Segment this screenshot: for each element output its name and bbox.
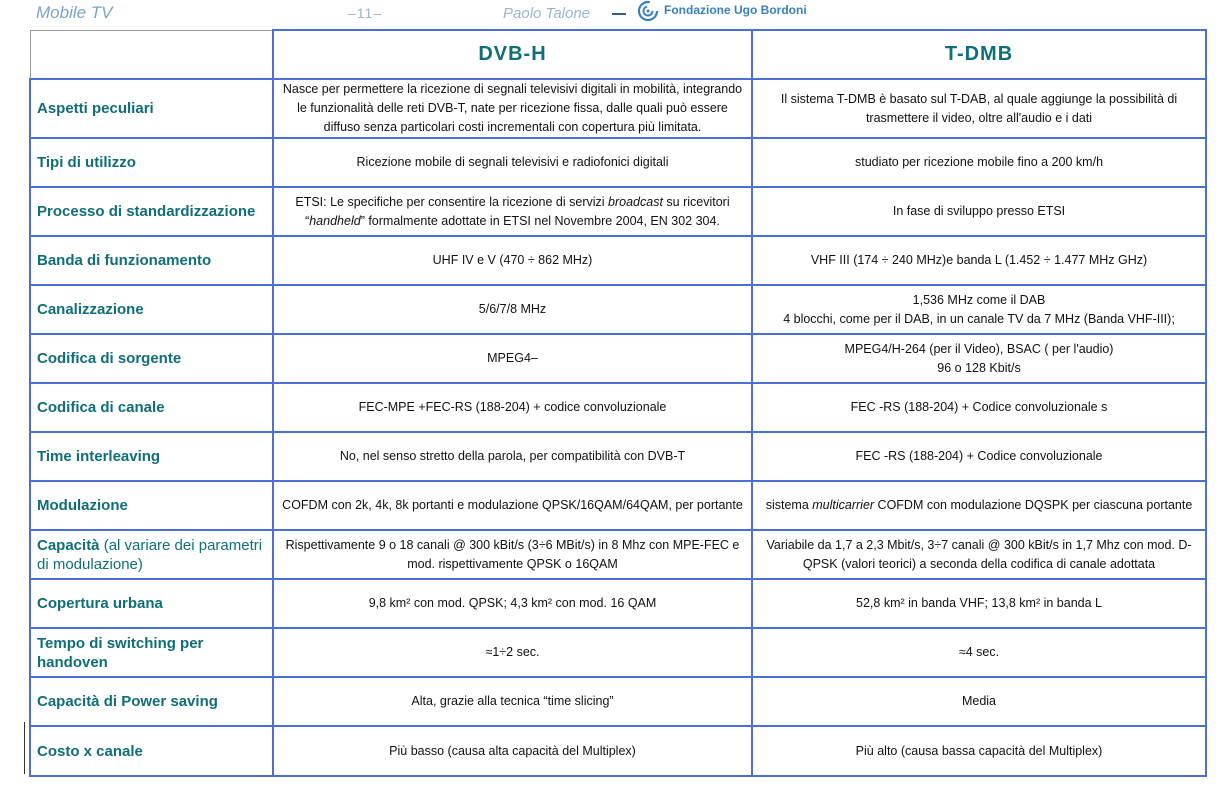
tdmb-cell: 52,8 km² in banda VHF; 13,8 km² in banda L	[752, 579, 1206, 628]
row-label: Aspetti peculiari	[30, 79, 273, 138]
row-label: Canalizzazione	[30, 285, 273, 334]
dvbh-cell: COFDM con 2k, 4k, 8k portanti e modulazione QPSK/16QAM/64QAM, per portante	[273, 481, 752, 530]
dvbh-cell	[273, 187, 752, 236]
cell-text: COFDM con modulazione DQSPK per ciascuna portante	[874, 498, 1193, 512]
tdmb-cell: Media	[752, 677, 1206, 726]
row-label: Tipi di utilizzo	[30, 138, 273, 187]
row-label: Copertura urbana	[30, 579, 273, 628]
row-label: Codifica di sorgente	[30, 334, 273, 383]
dvbh-cell: Nasce per permettere la ricezione di segnali televisivi digitali in mobilità, integrando le funzionalità delle reti DVB-T, nate per ricezione fissa, dalle quali può essere diffuso senza particolari costi incrementali con copertura più limitata.	[273, 79, 752, 138]
table-corner-cell	[30, 30, 273, 79]
table-row	[30, 383, 1206, 432]
organization-logo-icon	[637, 0, 659, 22]
page-number: –11–	[348, 5, 383, 21]
tdmb-cell: Il sistema T-DMB è basato sul T-DAB, al quale aggiunge la possibilità di trasmettere il video, oltre all'audio e i dati	[752, 79, 1206, 138]
table-row	[30, 530, 1206, 579]
tdmb-cell: ≈4 sec.	[752, 628, 1206, 677]
margin-line	[24, 722, 25, 774]
dvbh-cell: ≈1÷2 sec.	[273, 628, 752, 677]
organization-name: Fondazione Ugo Bordoni	[664, 3, 807, 17]
cell-text-italic: multicarrier	[812, 498, 875, 512]
dvbh-cell: 9,8 km² con mod. QPSK; 4,3 km² con mod. 16 QAM	[273, 579, 752, 628]
dvbh-cell: UHF IV e V (470 ÷ 862 MHz)	[273, 236, 752, 285]
tdmb-cell: Variabile da 1,7 a 2,3 Mbit/s, 3÷7 canali @ 300 kBit/s in 1,7 Mhz con mod. D-QPSK (valori teorici) a seconda della codifica di canale adottata	[752, 530, 1206, 579]
cell-text: ” formalmente adottate in ETSI nel Novembre 2004, EN 302 304.	[360, 213, 720, 228]
tdmb-cell: In fase di sviluppo presso ETSI	[752, 187, 1206, 236]
cell-text: sistema	[765, 498, 813, 512]
row-label-bold: Capacità	[37, 536, 100, 554]
row-label: Time interleaving	[30, 432, 273, 481]
table-row	[30, 187, 1206, 236]
row-label	[30, 530, 273, 579]
document-title: Mobile TV	[36, 3, 113, 22]
table-row	[30, 481, 1206, 530]
table-row	[30, 79, 1206, 138]
table-row	[30, 726, 1206, 776]
table-row	[30, 579, 1206, 628]
dvbh-cell: No, nel senso stretto della parola, per compatibilità con DVB-T	[273, 432, 752, 481]
row-label: Banda di funzionamento	[30, 236, 273, 285]
tdmb-cell: FEC -RS (188-204) + Codice convoluzionale s	[752, 383, 1206, 432]
cell-line: 4 blocchi, come per il DAB, in un canale TV da 7 MHz (Banda VHF-III);	[783, 311, 1175, 326]
row-label: Tempo di switching per handoven	[30, 628, 273, 677]
cell-text: su ricevitori “	[305, 194, 730, 228]
row-label: Costo x canale	[30, 726, 273, 776]
table-row	[30, 432, 1206, 481]
header-separator	[612, 13, 626, 15]
row-label: Modulazione	[30, 481, 273, 530]
cell-line: 96 o 128 Kbit/s	[937, 360, 1021, 375]
cell-text-italic: handheld	[309, 213, 361, 228]
dvbh-cell: Ricezione mobile di segnali televisivi e radiofonici digitali	[273, 138, 752, 187]
dvbh-cell: FEC-MPE +FEC-RS (188-204) + codice convoluzionale	[273, 383, 752, 432]
author-name: Paolo Talone	[503, 5, 591, 22]
dvbh-cell: MPEG4–	[273, 334, 752, 383]
row-label: Processo di standardizzazione	[30, 187, 273, 236]
row-label: Capacità di Power saving	[30, 677, 273, 726]
tdmb-cell	[752, 481, 1206, 530]
row-label-note: (al variare dei parametri di modulazione)	[37, 536, 263, 573]
table-row	[30, 628, 1206, 677]
table-row	[30, 236, 1206, 285]
table-row	[30, 285, 1206, 334]
table-header-row	[30, 30, 1206, 79]
row-label: Codifica di canale	[30, 383, 273, 432]
dvbh-cell: Più basso (causa alta capacità del Multiplex)	[273, 726, 752, 776]
dvbh-cell: 5/6/7/8 MHz	[273, 285, 752, 334]
column-header-dvbh: DVB-H	[273, 30, 752, 79]
tdmb-cell: FEC -RS (188-204) + Codice convoluzionale	[752, 432, 1206, 481]
page-header	[0, 0, 1231, 28]
tdmb-cell: studiato per ricezione mobile fino a 200 km/h	[752, 138, 1206, 187]
tdmb-cell	[752, 285, 1206, 334]
cell-text: ETSI: Le specifiche per consentire la ricezione di servizi	[295, 194, 609, 209]
table-row	[30, 677, 1206, 726]
dvbh-cell: Rispettivamente 9 o 18 canali @ 300 kBit/s (3÷6 MBit/s) in 8 Mhz con MPE-FEC e mod. rispettivamente QPSK o 16QAM	[273, 530, 752, 579]
tdmb-cell: Più alto (causa bassa capacità del Multiplex)	[752, 726, 1206, 776]
cell-text-italic: broadcast	[608, 194, 663, 209]
dvbh-cell: Alta, grazie alla tecnica “time slicing”	[273, 677, 752, 726]
cell-line: 1,536 MHz come il DAB	[912, 292, 1046, 307]
tdmb-cell: VHF III (174 ÷ 240 MHz)e banda L (1.452 ÷ 1.477 MHz GHz)	[752, 236, 1206, 285]
table-row	[30, 334, 1206, 383]
cell-line: MPEG4/H-264 (per il Video), BSAC ( per l'audio)	[844, 341, 1114, 356]
table-row	[30, 138, 1206, 187]
column-header-tdmb: T-DMB	[752, 30, 1206, 79]
comparison-table	[29, 29, 1207, 777]
tdmb-cell	[752, 334, 1206, 383]
